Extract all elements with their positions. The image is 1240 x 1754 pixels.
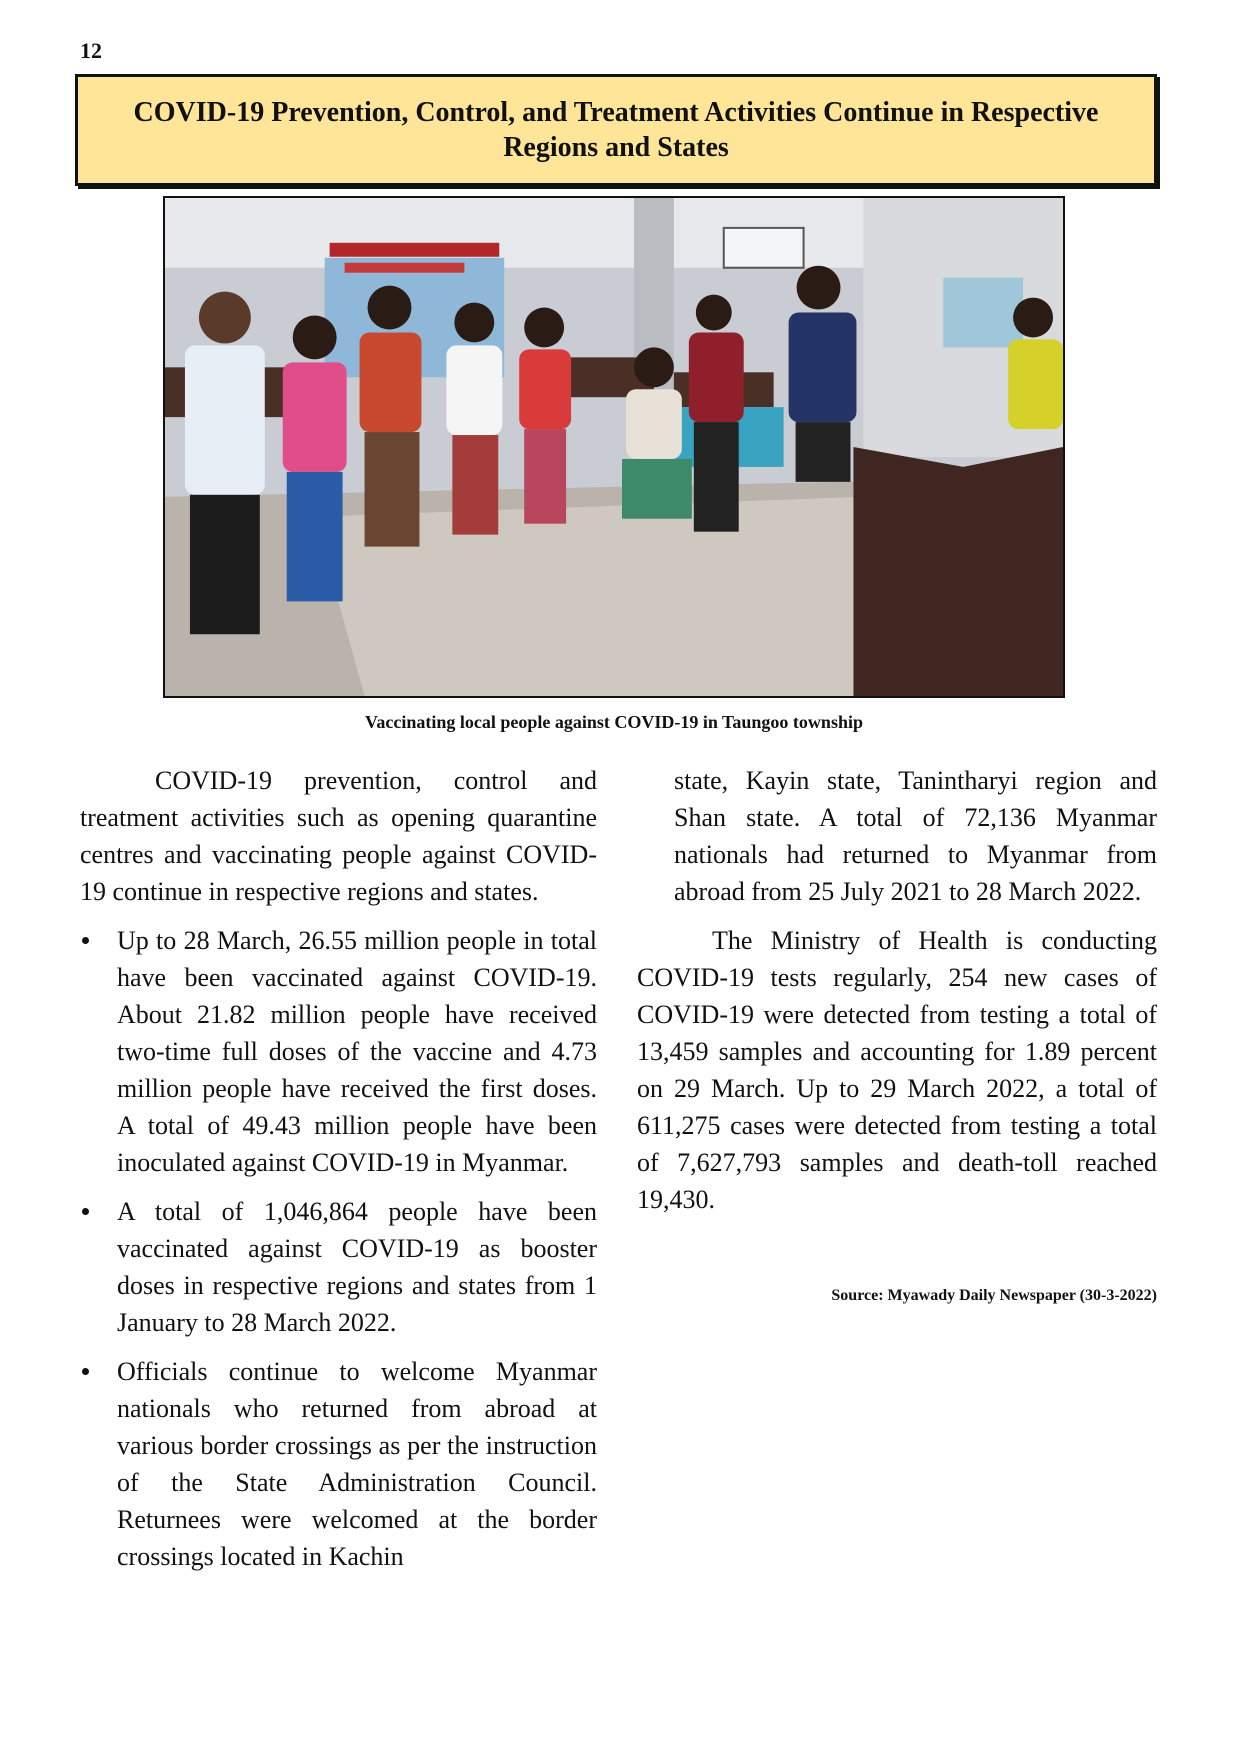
list-item bbox=[80, 1353, 597, 1575]
list-item bbox=[80, 922, 597, 1181]
right-column bbox=[637, 762, 1157, 1218]
photo-caption: Vaccinating local people against COVID-19 in Taungoo township bbox=[365, 712, 863, 732]
title-banner bbox=[75, 74, 1157, 186]
bullet-continuation: state, Kayin state, Tanintharyi region and Shan state. A total of 72,136 Myanmar nationals had returned to Myanmar from abroad from 25 July 2021 to 28 March 2022. bbox=[674, 766, 1157, 906]
list-item-text: A total of 1,046,864 people have been vaccinated against COVID-19 as booster doses in respective regions and states from 1 January to 28 March 2022. bbox=[117, 1197, 597, 1337]
page-number: 12 bbox=[80, 38, 102, 63]
list-item-text: Up to 28 March, 26.55 million people in total have been vaccinated against COVID-19. About 21.82 million people have received two-time full doses of the vaccine and 4.73 million people have received the first doses. A total of 49.43 million people have been inoculated against COVID-19 in Myanmar. bbox=[117, 926, 597, 1177]
intro-paragraph: COVID-19 prevention, control and treatment activities such as opening quarantine centres and vaccinating people against COVID-19 continue in respective regions and states. bbox=[80, 766, 597, 906]
source-credit: Source: Myawady Daily Newspaper (30-3-2022) bbox=[831, 1287, 1157, 1304]
left-column bbox=[80, 762, 597, 1587]
list-item bbox=[80, 1193, 597, 1341]
bullet-icon bbox=[82, 937, 89, 944]
vaccination-photo bbox=[163, 196, 1065, 698]
article-title: COVID-19 Prevention, Control, and Treatment Activities Continue in Respective Regions and States bbox=[133, 97, 1099, 163]
bullet-icon bbox=[82, 1368, 89, 1375]
photo-illustration bbox=[165, 198, 1063, 696]
closing-paragraph: The Ministry of Health is conducting COVID-19 tests regularly, 254 new cases of COVID-19 were detected from testing a total of 13,459 samples and accounting for 1.89 percent on 29 March. Up to 29 March 2022, a total of 611,275 cases were detected from testing a total of 7,627,793 samples and death-toll reached 19,430. bbox=[637, 926, 1157, 1214]
bullet-list bbox=[80, 922, 597, 1575]
bullet-icon bbox=[82, 1208, 89, 1215]
list-item-text: Officials continue to welcome Myanmar nationals who returned from abroad at various border crossings as per the instruction of the State Administration Council. Returnees were welcomed at the border crossings located in Kachin bbox=[117, 1357, 597, 1571]
